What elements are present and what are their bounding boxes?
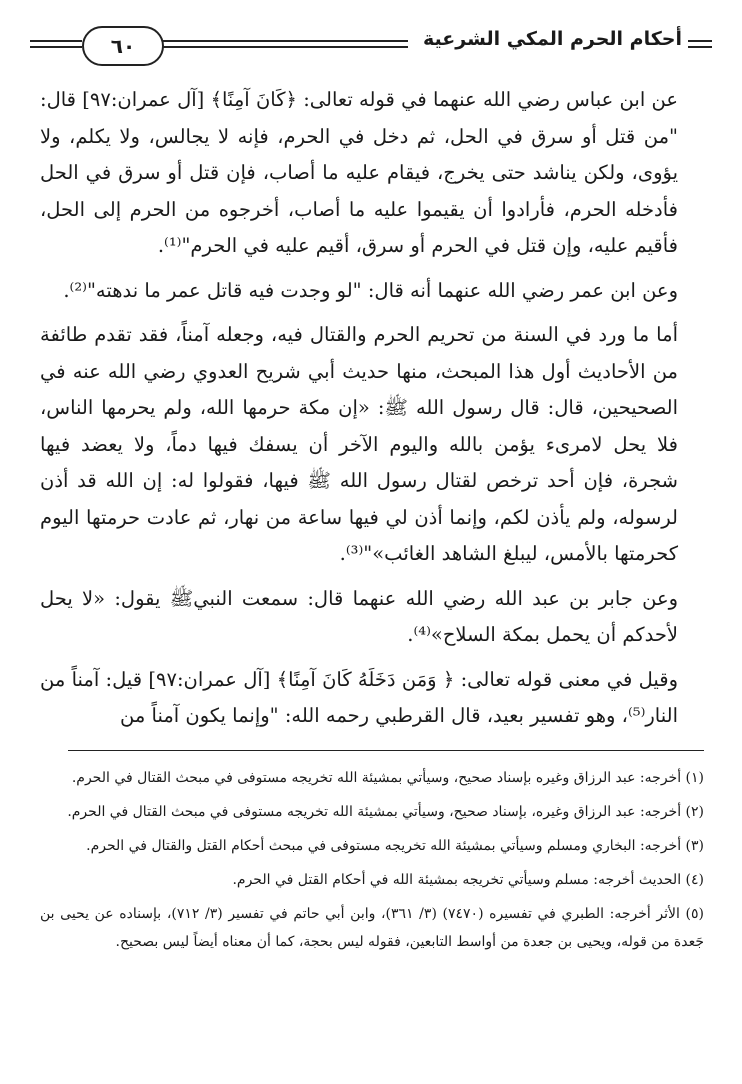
footnote-item: (١) أخرجه: عبد الرزاق وغيره بإسناد صحيح، وسيأتي بمشيئة الله تخريجه مستوفى في مبحث القتال في الحرم.	[71, 770, 704, 786]
paragraph: وعن جابر بن عبد الله رضي الله عنهما قال: سمعت النبيﷺ يقول: «لا يحل لأحدكم أن يحمل بمكة السلاح»⁽⁴⁾.	[40, 586, 678, 646]
header-rule-long-bottom	[160, 46, 408, 48]
footnotes	[40, 764, 704, 962]
footnote-item: (٢) أخرجه: عبد الرزاق وغيره، بإسناد صحيح، وسيأتي بمشيئة الله تخريجه مستوفى في مبحث القتال في الحرم.	[67, 804, 704, 820]
page-header	[30, 24, 712, 68]
header-rule-left-bottom	[30, 46, 82, 48]
paragraph: عن ابن عباس رضي الله عنهما في قوله تعالى: ﴿كَانَ آمِنًا﴾ [آل عمران:٩٧] قال: "من قتل أو سرق في الحل، ثم دخل في الحرم، فإنه لا يجالس، ولا يكلم، ولا يؤوى، ولكن يناشد حتى يخرج، فيقام عليه ما أصاب، فإن قتل أو سرق في الحل فأدخله الحرم، فأرادوا أن يقيموا عليه ما أصاب، أخرجوه من الحرم إلى الحل، فأقيم عليه، وإن قتل في الحرم أو سرق، أقيم عليه في الحرم"⁽¹⁾.	[40, 88, 678, 257]
footnote-item: (٥) الأثر أخرجه: الطبري في تفسيره (٧٤٧٠) (٣/ ٣٦١)، وابن أبي حاتم في تفسير (٣/ ٧١٢)، بإسناده عن يحيى بن جَعدة من قوله، ويحيى بن جعدة من أواسط التابعين، فقوله ليس بحجة، كما أن معناه أيضاً ليس بصحيح.	[40, 906, 705, 950]
main-text	[40, 82, 704, 735]
paragraph: وقيل في معنى قوله تعالى: ﴿ وَمَن دَخَلَهُ كَانَ آمِنًا﴾ [آل عمران:٩٧] قيل: آمناً من النار⁽⁵⁾، وهو تفسير بعيد، قال القرطبي رحمه الله: "وإنما يكون آمناً من	[40, 667, 679, 727]
page-title: أحكام الحرم المكي الشرعية	[423, 28, 682, 50]
paragraph: وعن ابن عمر رضي الله عنهما أنه قال: "لو وجدت فيه قاتل عمر ما ندهته"⁽²⁾.	[63, 278, 678, 302]
header-rule-left-top	[30, 40, 82, 42]
header-rule-right-bottom	[688, 46, 712, 48]
paragraph: أما ما ورد في السنة من تحريم الحرم والقتال فيه، وجعله آمناً، فقد تقدم طائفة من الأحاديث أول هذا المبحث، منها حديث أبي شريح العدوي رضي الله عنه في الصحيحين، قال: قال رسول الله ﷺ: «إن مكة حرمها الله، ولم يحرمها الناس، فلا يحل لامرىء يؤمن بالله واليوم الآخر أن يسفك فيها دماً، ولا يعضد فيها شجرة، فإن أحد ترخص لقتال رسول الله ﷺ فيها، فقولوا له: إن الله قد أذن لرسوله، ولم يأذن لكم، وإنما أذن لي فيها ساعة من نهار، ثم عادت حرمتها اليوم كحرمتها بالأمس، ليبلغ الشاهد الغائب»"⁽³⁾.	[40, 323, 678, 565]
header-rule-long-top	[160, 40, 408, 42]
footnote-item: (٣) أخرجه: البخاري ومسلم وسيأتي بمشيئة الله تخريجه مستوفى في مبحث أحكام القتل والقتال في الحرم.	[86, 838, 704, 854]
footnote-divider	[68, 750, 704, 751]
page-number: ٦٠	[82, 26, 164, 66]
footnote-item: (٤) الحديث أخرجه: مسلم وسيأتي تخريجه بمشيئة الله في أحكام القتل في الحرم.	[232, 872, 704, 888]
header-rule-right-top	[688, 40, 712, 42]
